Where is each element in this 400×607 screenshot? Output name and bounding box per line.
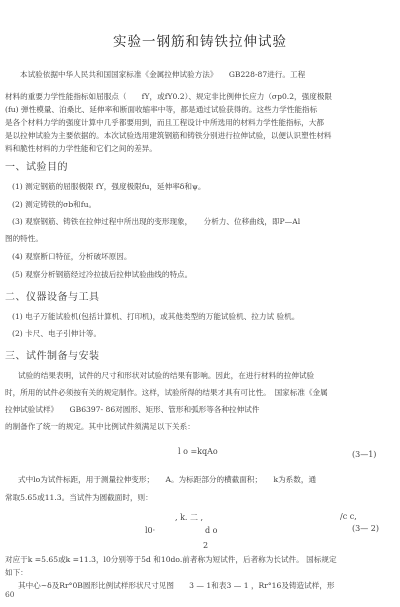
page-number: 60: [5, 590, 15, 599]
paragraph-line: 如下：: [5, 568, 28, 577]
paragraph-line: 对应于k =5.65或k =11.3，l0分别等于5d 和10do.前者称为短试件，后者称为长试件。 国标规定: [5, 555, 337, 564]
list-item: (1) 测定钢筋的屈服极限 fY，强度极限fu，延伸率δ和ψ。: [12, 182, 206, 191]
paragraph-line: 的制备作了统一的规定。其中比例试件须满足以下关系：: [5, 422, 195, 431]
equation-number: (3— 2): [352, 524, 379, 533]
equation-fragment: l0·: [145, 526, 156, 535]
paragraph-line: 试验的结果表明，试件的尺寸和形状对试验的结果有影响。因此，在进行材料的拉伸试验: [18, 371, 315, 380]
paragraph-line: 式中lo为试件标距，用于测量拉伸变形； A。为标距部分的横截面积； k为系数，通: [18, 475, 317, 484]
intro-line: (fu) 弹性模量、泊桑比、延伸率和断面收缩率中等，都是通过试验获得的。这些力学性能指标: [5, 105, 318, 114]
equation-fragment: 2: [203, 541, 209, 550]
paragraph-line: 常取5.65或11.3。当试件为圆截面时，则：: [5, 493, 153, 502]
equation-number: (3—1): [352, 450, 377, 459]
intro-line: 是以拉伸试验为主要依据的。本次试验选用建筑钢筋和铸铁分别进行拉伸试验，以便认识塑性材料: [5, 131, 332, 140]
list-item: (5) 观察分析钢筋经过冷拉拔后拉伸试验曲线的特点。: [12, 270, 193, 279]
intro-line: 是各个材料力学的强度计算中几乎都要用到，而且工程设计中所选用的材料力学性能指标，大都: [5, 118, 324, 127]
page-title: 实验一钢筋和铸铁拉伸试验: [113, 34, 287, 50]
intro-line: 材料的重要力学性能指标如屈服点（ fY，或fY0.2）、规定非比例伸长应力（σp0.2，强度极限: [5, 92, 333, 101]
list-item: 图的特性。: [5, 234, 43, 243]
list-item: (2) 卡尺、电子引伸计等。: [12, 329, 102, 338]
section-heading-purpose: 一、试验目的: [5, 162, 68, 173]
list-item: (4) 观察断口特征，分析破坏原因。: [12, 252, 132, 261]
section-heading-specimen: 三、试件制备与安装: [5, 351, 100, 362]
paragraph-line: 拉伸试验试样》 GB6397- 86对圆形、矩形、管形和弧形等各种拉伸试件: [5, 405, 260, 414]
equation-fragment: /c c,: [340, 512, 357, 521]
intro-line: 料和脆性材料的力学性能和它们之间的差异。: [5, 144, 157, 153]
list-item: (1) 电子万能试验机(包括计算机、打印机)，或其他类型的万能试验机、拉力试 验机。: [12, 312, 300, 321]
equation-fragment: , k. 二 ,: [175, 513, 204, 522]
paragraph-line: 时，所用的试件必须按有关的规定制作。这样，试验所得的结果才具有可比性。 国家标准《金属: [5, 388, 328, 397]
list-item: (3) 观察钢筋、铸铁在拉伸过程中所出现的变形现象， 分析力、位移曲线，即P—Al: [12, 217, 301, 226]
paragraph-line: 其中心~δ及Rr°0B圆形比例试样形状尺寸见图 3 — 1和表3 — 1 ，Rr°16及铸造试样，形: [18, 581, 335, 590]
list-item: (2) 测定铸铁的σb和fu。: [12, 200, 97, 209]
intro-line: 本试验依据中华人民共和国国家标准《金属拉伸试验方法》 GB228-87进行。工程: [20, 70, 306, 79]
equation-fragment: d o: [205, 526, 218, 535]
equation-expression: l o =kqAo: [178, 447, 218, 456]
section-heading-equipment: 二、仪器设备与工具: [5, 292, 100, 303]
